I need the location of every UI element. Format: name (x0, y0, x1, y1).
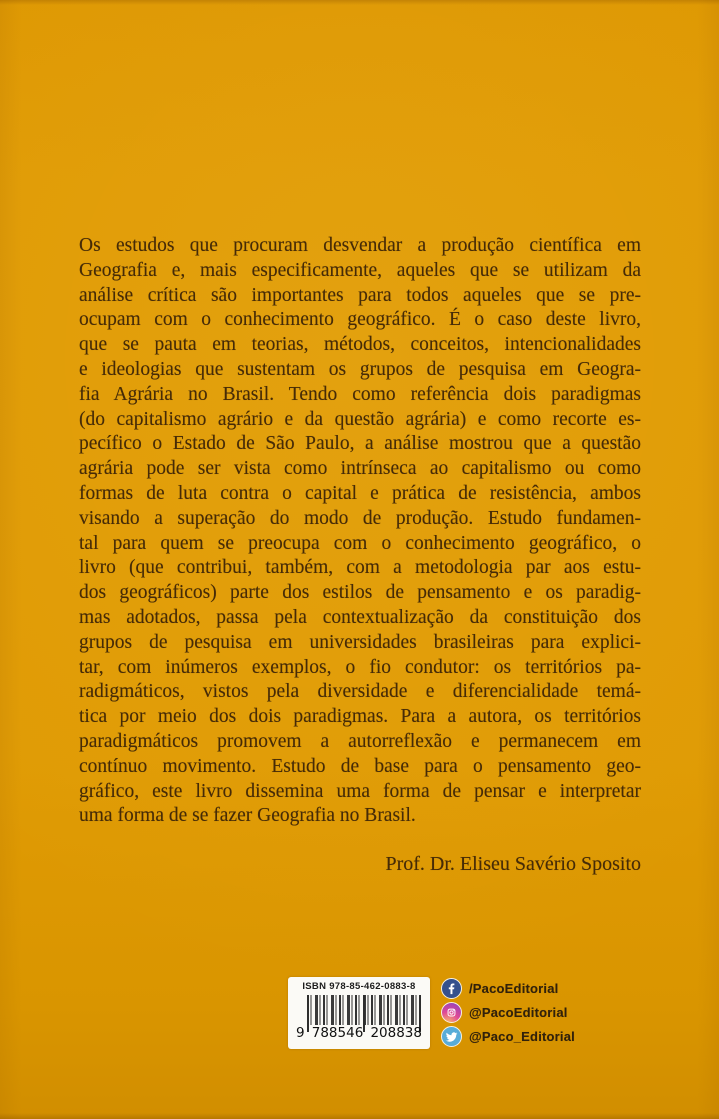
synopsis-line: pecífico o Estado de São Paulo, a análise mostrou que a questão (79, 433, 641, 455)
facebook-icon (441, 978, 462, 999)
synopsis-line: gráfico, este livro dissemina uma forma de pensar e interpretar (79, 780, 641, 802)
synopsis-line: (do capitalismo agrário e da questão agrária) e como recorte es- (79, 408, 641, 430)
synopsis-line: uma forma de se fazer Geografia no Brasil. (79, 805, 416, 827)
synopsis-line: tal para quem se preocupa com o conhecimento geográfico, o (79, 532, 641, 554)
synopsis-line: tica por meio dos dois paradigmas. Para a autora, os territórios (79, 706, 641, 728)
social-row-facebook (441, 979, 575, 998)
isbn-barcode (288, 977, 430, 1049)
social-links (441, 979, 575, 1046)
synopsis-line: ocupam com o conhecimento geográfico. É o caso deste livro, (79, 309, 641, 331)
twitter-icon (441, 1026, 462, 1047)
synopsis-line: grupos de pesquisa em universidades brasileiras para explici- (79, 631, 641, 653)
twitter-handle: @Paco_Editorial (469, 1029, 575, 1044)
synopsis-line: formas de luta contra o capital e prática de resistência, ambos (79, 482, 641, 504)
author-attribution: Prof. Dr. Eliseu Savério Sposito (385, 853, 641, 875)
isbn-label: ISBN 978-85-462-0883-8 (302, 981, 416, 992)
synopsis-line: e ideologias que sustentam os grupos de pesquisa em Geogra- (79, 358, 641, 380)
ean-group: 9 (296, 1025, 305, 1041)
synopsis-line: agrária pode ser vista como intrínseca ao capitalismo ou como (79, 458, 641, 480)
synopsis-line: Os estudos que procuram desvendar a produção científica em (79, 235, 641, 256)
synopsis-line: contínuo movimento. Estudo de base para o pensamento geo- (79, 755, 641, 777)
instagram-handle: @PacoEditorial (469, 1005, 568, 1020)
synopsis-line: Geografia e, mais especificamente, aqueles que se utilizam da (79, 259, 641, 281)
synopsis-line: tar, com inúmeros exemplos, o fio condutor: os territórios pa- (79, 656, 641, 678)
facebook-handle: /PacoEditorial (469, 981, 559, 996)
synopsis-line: visando a superação do modo de produção. Estudo fundamen- (79, 507, 641, 529)
synopsis-line: dos geográficos) parte dos estilos de pensamento e os paradig- (79, 582, 641, 604)
barcode-bars (307, 995, 421, 1025)
synopsis-text (79, 234, 641, 829)
social-row-twitter (441, 1027, 575, 1046)
instagram-icon (441, 1002, 462, 1023)
ean-group: 788546 (311, 1025, 364, 1041)
ean-digits (295, 1026, 423, 1041)
synopsis-line: análise crítica são importantes para todos aqueles que se pre- (79, 284, 641, 306)
synopsis-line: radigmáticos, vistos pela diversidade e diferencialidade temá- (79, 681, 641, 703)
synopsis-line: fia Agrária no Brasil. Tendo como referência dois paradigmas (79, 383, 641, 405)
synopsis-line: livro (que contribui, também, com a metodologia par aos estu- (79, 557, 641, 579)
synopsis-line: que se pauta em teorias, métodos, conceitos, intencionalidades (79, 334, 641, 356)
synopsis-line: mas adotados, passa pela contextualização da constituição dos (79, 606, 641, 628)
synopsis-line: paradigmáticos promovem a autorreflexão e permanecem em (79, 730, 641, 752)
social-row-instagram (441, 1003, 575, 1022)
ean-group: 208838 (370, 1025, 422, 1041)
